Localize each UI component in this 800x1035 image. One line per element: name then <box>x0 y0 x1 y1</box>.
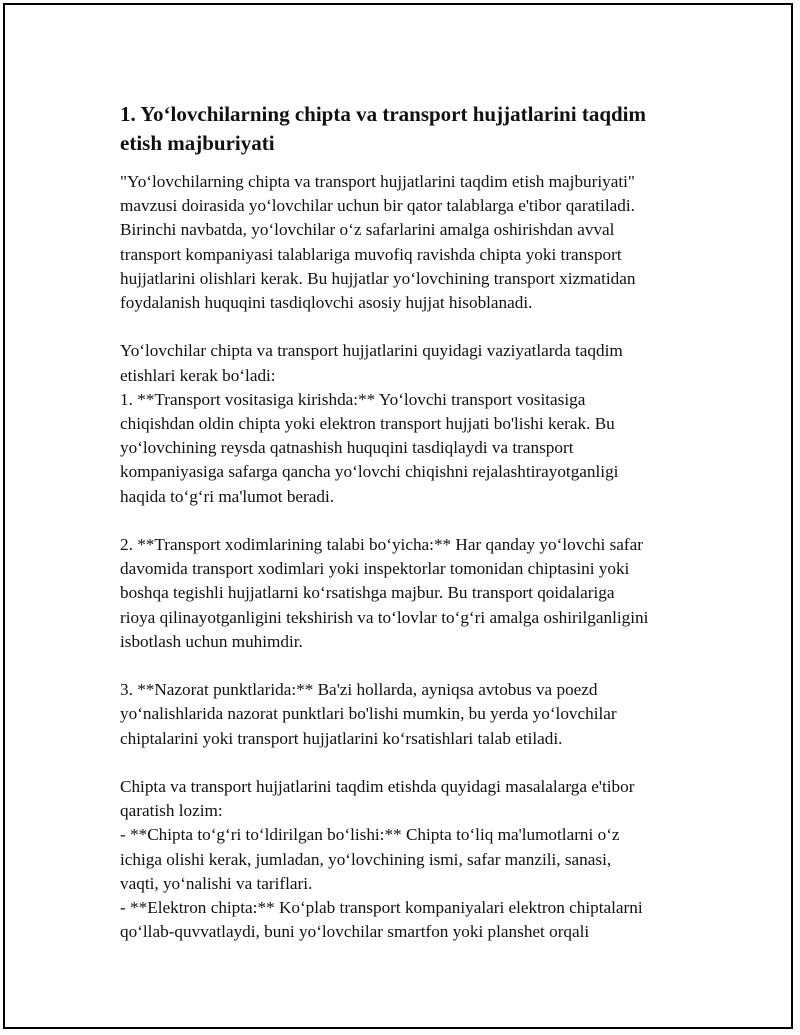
text-line: chiptalarini yoki transport hujjatlarini ko‘rsatishlari talab etiladi. <box>120 728 563 748</box>
title-line: 1. Yo‘lovchilarning chipta va transport hujjatlarini taqdim <box>120 102 647 126</box>
text-line: transport kompaniyasi talablariga muvofiq ravishda chipta yoki transport <box>120 244 622 264</box>
paragraph-gap <box>120 509 700 533</box>
text-line: foydalanish huquqini tasdiqlovchi asosiy hujjat hisoblanadi. <box>120 293 533 313</box>
text-line: Birinchi navbatda, yo‘lovchilar o‘z safarlarini amalga oshirishdan avval <box>120 220 615 240</box>
paragraph-intro <box>120 170 700 315</box>
text-line: hujjatlarini olishlari kerak. Bu hujjatlar yo‘lovchining transport xizmatidan <box>120 268 636 288</box>
text-line: - **Elektron chipta:** Ko‘plab transport kompaniyalari elektron chiptalarni <box>120 898 643 918</box>
paragraph-situations <box>120 339 700 508</box>
text-line: rioya qilinayotganligini tekshirish va to‘lovlar to‘g‘ri amalga oshirilganligini <box>120 607 649 627</box>
text-line: yo‘nalishlarida nazorat punktlari bo'lishi mumkin, bu yerda yo‘lovchilar <box>120 704 617 724</box>
document-body <box>120 100 700 944</box>
text-line: 3. **Nazorat punktlarida:** Ba'zi hollarda, ayniqsa avtobus va poezd <box>120 680 598 700</box>
text-line: etishlari kerak bo‘ladi: <box>120 365 276 385</box>
title-line: etish majburiyati <box>120 131 275 155</box>
text-line: Yo‘lovchilar chipta va transport hujjatlarini quyidagi vaziyatlarda taqdim <box>120 341 623 361</box>
text-line: - **Chipta to‘g‘ri to‘ldirilgan bo‘lishi:** Chipta to‘liq ma'lumotlarni o‘z <box>120 825 620 845</box>
page-frame <box>3 3 793 1029</box>
text-line: yo‘lovchining reysda qatnashish huquqini tasdiqlaydi va transport <box>120 438 574 458</box>
text-line: qaratish lozim: <box>120 801 223 821</box>
paragraph-item-3 <box>120 678 700 751</box>
text-line: "Yo‘lovchilarning chipta va transport hujjatlarini taqdim etish majburiyati" <box>120 172 635 191</box>
paragraph-considerations <box>120 775 700 944</box>
text-line: mavzusi doirasida yo‘lovchilar uchun bir qator talablarga e'tibor qaratiladi. <box>120 196 635 216</box>
text-line: boshqa tegishli hujjatlarni ko‘rsatishga majbur. Bu transport qoidalariga <box>120 583 615 603</box>
paragraph-gap <box>120 654 700 678</box>
document-title <box>120 100 700 158</box>
text-line: ichiga olishi kerak, jumladan, yo‘lovchining ismi, safar manzili, sanasi, <box>120 849 612 869</box>
text-line: qo‘llab-quvvatlaydi, buni yo‘lovchilar smartfon yoki planshet orqali <box>120 922 590 942</box>
text-line: Chipta va transport hujjatlarini taqdim etishda quyidagi masalalarga e'tibor <box>120 777 635 797</box>
text-line: haqida to‘g‘ri ma'lumot beradi. <box>120 486 335 506</box>
text-line: vaqti, yo‘nalishi va tariflari. <box>120 873 313 893</box>
paragraph-gap <box>120 315 700 339</box>
text-line: isbotlash uchun muhimdir. <box>120 631 303 651</box>
text-line: davomida transport xodimlari yoki inspektorlar tomonidan chiptasini yoki <box>120 559 630 579</box>
text-line: 1. **Transport vositasiga kirishda:** Yo‘lovchi transport vositasiga <box>120 389 586 409</box>
text-line: kompaniyasiga safarga qancha yo‘lovchi chiqishni rejalashtirayotganligi <box>120 462 619 482</box>
paragraph-item-2 <box>120 533 700 654</box>
text-line: 2. **Transport xodimlarining talabi bo‘yicha:** Har qanday yo‘lovchi safar <box>120 535 643 555</box>
paragraph-gap <box>120 751 700 775</box>
text-line: chiqishdan oldin chipta yoki elektron transport hujjati bo'lishi kerak. Bu <box>120 414 615 434</box>
